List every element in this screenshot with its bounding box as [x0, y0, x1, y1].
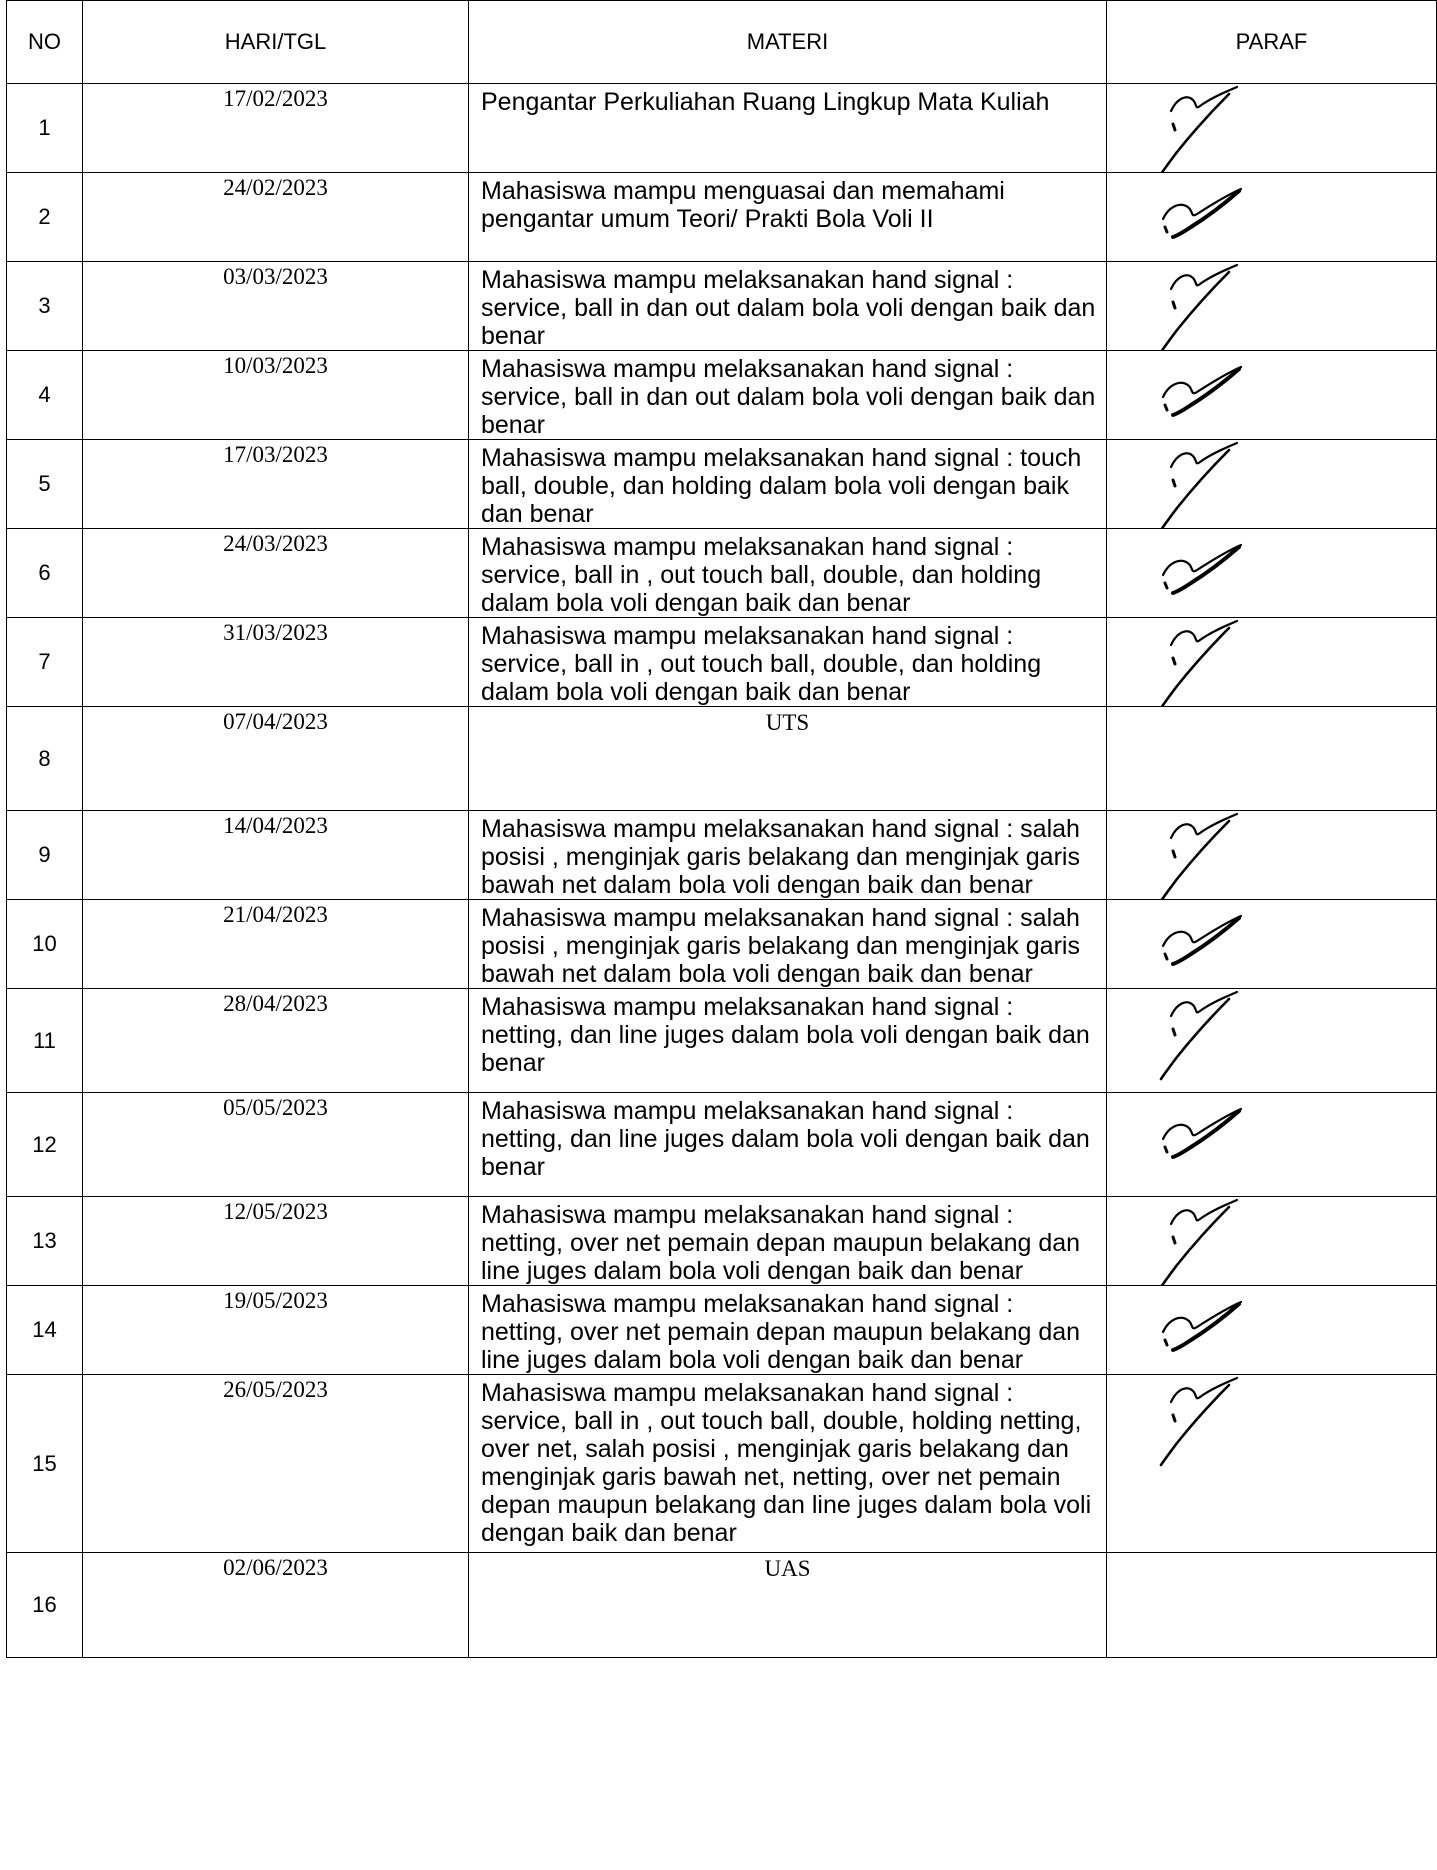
- row-material: Mahasiswa mampu melaksanakan hand signal : netting, over net pemain depan maupun belakang dan line juges dalam bola voli dengan baik dan benar: [469, 1197, 1107, 1286]
- handwritten-signature: [1107, 1197, 1437, 1286]
- row-material: Mahasiswa mampu melaksanakan hand signal : salah posisi , menginjak garis belakang dan menginjak garis bawah net dalam bola voli dengan baik dan benar: [469, 811, 1107, 900]
- handwritten-signature: [1107, 440, 1437, 529]
- row-date: 31/03/2023: [83, 618, 469, 707]
- row-number: 10: [7, 900, 83, 989]
- row-number: 12: [7, 1093, 83, 1197]
- handwritten-signature: [1107, 1375, 1437, 1475]
- row-signature: [1107, 351, 1437, 440]
- row-material: Mahasiswa mampu melaksanakan hand signal : service, ball in dan out dalam bola voli dengan baik dan benar: [469, 262, 1107, 351]
- table-row: [7, 529, 1437, 618]
- table-row: [7, 1197, 1437, 1286]
- handwritten-signature: [1107, 618, 1437, 707]
- row-signature: [1107, 900, 1437, 989]
- handwritten-signature: [1107, 529, 1437, 618]
- row-number: 8: [7, 707, 83, 811]
- row-material: Mahasiswa mampu melaksanakan hand signal : touch ball, double, dan holding dalam bola voli dengan baik dan benar: [469, 440, 1107, 529]
- row-date: 05/05/2023: [83, 1093, 469, 1197]
- table-row: [7, 900, 1437, 989]
- row-signature: [1107, 262, 1437, 351]
- row-signature: [1107, 811, 1437, 900]
- handwritten-signature: [1107, 173, 1437, 262]
- row-date: 17/02/2023: [83, 84, 469, 173]
- row-material: Mahasiswa mampu melaksanakan hand signal : netting, dan line juges dalam bola voli dengan baik dan benar: [469, 1093, 1107, 1197]
- table-row: [7, 1286, 1437, 1375]
- table-row: [7, 84, 1437, 173]
- attendance-log: [6, 0, 1437, 1658]
- row-number: 7: [7, 618, 83, 707]
- header-row: [7, 1, 1437, 84]
- handwritten-signature: [1107, 900, 1437, 989]
- row-number: 2: [7, 173, 83, 262]
- table-row: [7, 1093, 1437, 1197]
- table-row: [7, 989, 1437, 1093]
- handwritten-signature: [1107, 1093, 1437, 1193]
- handwritten-signature: [1107, 1286, 1437, 1375]
- row-number: 13: [7, 1197, 83, 1286]
- row-number: 9: [7, 811, 83, 900]
- lecture-log-table: [6, 0, 1437, 1658]
- row-number: 6: [7, 529, 83, 618]
- row-signature: [1107, 1553, 1437, 1658]
- row-signature: [1107, 1286, 1437, 1375]
- handwritten-signature: [1107, 84, 1437, 173]
- row-signature: [1107, 989, 1437, 1093]
- handwritten-signature: [1107, 262, 1437, 351]
- row-date: 24/03/2023: [83, 529, 469, 618]
- row-date: 12/05/2023: [83, 1197, 469, 1286]
- row-date: 28/04/2023: [83, 989, 469, 1093]
- row-date: 21/04/2023: [83, 900, 469, 989]
- row-material: Mahasiswa mampu melaksanakan hand signal : service, ball in dan out dalam bola voli dengan baik dan benar: [469, 351, 1107, 440]
- handwritten-signature: [1107, 989, 1437, 1089]
- handwritten-signature: [1107, 811, 1437, 900]
- row-material: Mahasiswa mampu melaksanakan hand signal : netting, over net pemain depan maupun belakang dan line juges dalam bola voli dengan baik dan benar: [469, 1286, 1107, 1375]
- table-row: [7, 1553, 1437, 1658]
- header-date: HARI/TGL: [83, 1, 469, 84]
- row-signature: [1107, 173, 1437, 262]
- row-material: Pengantar Perkuliahan Ruang Lingkup Mata Kuliah: [469, 84, 1107, 173]
- header-material: MATERI: [469, 1, 1107, 84]
- row-number: 4: [7, 351, 83, 440]
- row-number: 5: [7, 440, 83, 529]
- row-date: 07/04/2023: [83, 707, 469, 811]
- row-signature: [1107, 529, 1437, 618]
- row-date: 10/03/2023: [83, 351, 469, 440]
- table-row: [7, 440, 1437, 529]
- row-date: 02/06/2023: [83, 1553, 469, 1658]
- table-row: [7, 707, 1437, 811]
- header-signature: PARAF: [1107, 1, 1437, 84]
- table-row: [7, 173, 1437, 262]
- row-number: 15: [7, 1375, 83, 1553]
- row-signature: [1107, 618, 1437, 707]
- table-row: [7, 811, 1437, 900]
- row-date: 17/03/2023: [83, 440, 469, 529]
- row-material: Mahasiswa mampu melaksanakan hand signal : service, ball in , out touch ball, double, dan holding dalam bola voli dengan baik dan benar: [469, 529, 1107, 618]
- row-material: UTS: [469, 707, 1107, 811]
- table-row: [7, 1375, 1437, 1553]
- table-row: [7, 618, 1437, 707]
- row-number: 16: [7, 1553, 83, 1658]
- header-no: NO: [7, 1, 83, 84]
- row-material: Mahasiswa mampu melaksanakan hand signal : salah posisi , menginjak garis belakang dan menginjak garis bawah net dalam bola voli dengan baik dan benar: [469, 900, 1107, 989]
- row-number: 14: [7, 1286, 83, 1375]
- row-number: 1: [7, 84, 83, 173]
- log-body: [7, 84, 1437, 1658]
- row-material: Mahasiswa mampu melaksanakan hand signal : service, ball in , out touch ball, double, holding netting, over net, salah posisi , menginjak garis belakang dan menginjak garis bawah net, netting, over net pemain depan maupun belakang dan line juges dalam bola voli dengan baik dan benar: [469, 1375, 1107, 1553]
- row-date: 19/05/2023: [83, 1286, 469, 1375]
- row-signature: [1107, 1197, 1437, 1286]
- row-material: Mahasiswa mampu melaksanakan hand signal : service, ball in , out touch ball, double, dan holding dalam bola voli dengan baik dan benar: [469, 618, 1107, 707]
- table-row: [7, 262, 1437, 351]
- row-signature: [1107, 707, 1437, 811]
- row-date: 03/03/2023: [83, 262, 469, 351]
- row-number: 3: [7, 262, 83, 351]
- row-signature: [1107, 440, 1437, 529]
- row-signature: [1107, 1375, 1437, 1553]
- row-material: Mahasiswa mampu melaksanakan hand signal : netting, dan line juges dalam bola voli dengan baik dan benar: [469, 989, 1107, 1093]
- row-date: 24/02/2023: [83, 173, 469, 262]
- row-material: UAS: [469, 1553, 1107, 1658]
- row-signature: [1107, 84, 1437, 173]
- row-material: Mahasiswa mampu menguasai dan memahami pengantar umum Teori/ Prakti Bola Voli II: [469, 173, 1107, 262]
- row-date: 14/04/2023: [83, 811, 469, 900]
- handwritten-signature: [1107, 351, 1437, 440]
- row-date: 26/05/2023: [83, 1375, 469, 1553]
- row-signature: [1107, 1093, 1437, 1197]
- row-number: 11: [7, 989, 83, 1093]
- table-row: [7, 351, 1437, 440]
